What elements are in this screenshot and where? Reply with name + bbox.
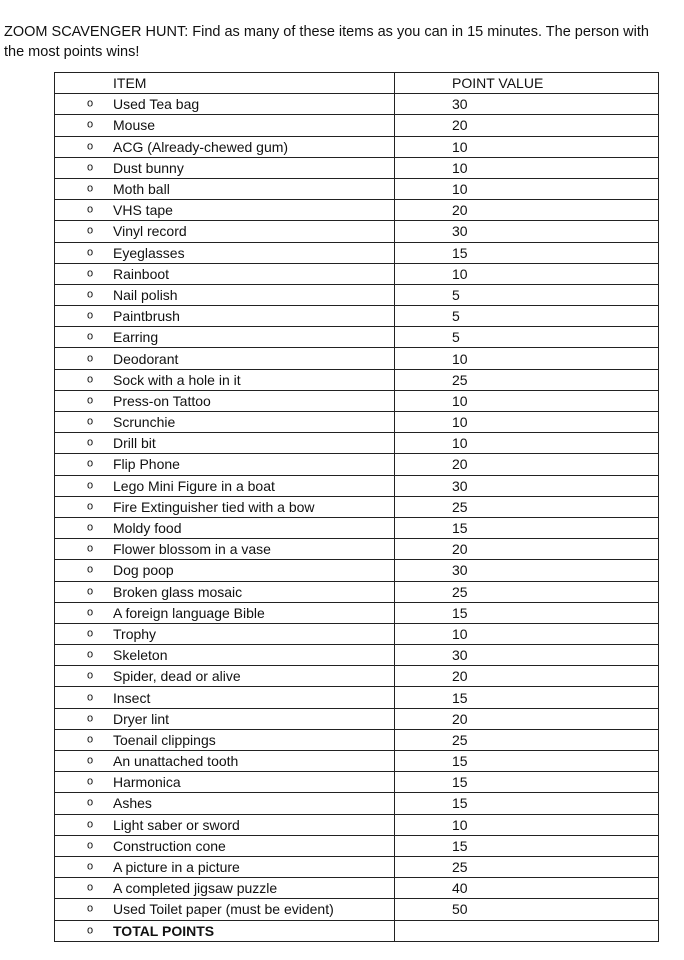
table-row xyxy=(55,772,659,793)
checkbox-bullet-icon: o xyxy=(87,712,94,725)
item-label: Insect xyxy=(113,689,151,706)
checkbox-bullet-icon: o xyxy=(87,860,94,873)
item-cell xyxy=(55,517,395,538)
item-cell xyxy=(55,178,395,199)
point-value-cell: 15 xyxy=(395,751,659,772)
point-value-cell: 20 xyxy=(395,454,659,475)
item-cell xyxy=(55,581,395,602)
table-row xyxy=(55,263,659,284)
item-label: Harmonica xyxy=(113,774,181,791)
item-cell xyxy=(55,602,395,623)
item-label: Eyeglasses xyxy=(113,244,185,261)
point-value-column-header: POINT VALUE xyxy=(395,73,659,94)
point-value-cell: 25 xyxy=(395,856,659,877)
point-value-cell: 5 xyxy=(395,306,659,327)
item-cell xyxy=(55,878,395,899)
item-label: Paintbrush xyxy=(113,308,180,325)
checkbox-bullet-icon: o xyxy=(87,521,94,534)
item-label: Earring xyxy=(113,329,159,346)
item-cell xyxy=(55,751,395,772)
point-value-cell: 10 xyxy=(395,348,659,369)
item-label: Scrunchie xyxy=(113,414,176,431)
checkbox-bullet-icon: o xyxy=(87,818,94,831)
item-label: Moldy food xyxy=(113,520,182,537)
point-value-cell: 10 xyxy=(395,157,659,178)
item-column-header: ITEM xyxy=(55,73,395,94)
checkbox-bullet-icon: o xyxy=(87,648,94,661)
table-row xyxy=(55,157,659,178)
item-cell xyxy=(55,94,395,115)
item-label: Toenail clippings xyxy=(113,731,216,748)
item-cell xyxy=(55,136,395,157)
point-value-cell: 15 xyxy=(395,687,659,708)
checkbox-bullet-icon: o xyxy=(87,500,94,513)
point-value-cell: 10 xyxy=(395,623,659,644)
total-points-value[interactable] xyxy=(395,920,659,941)
item-cell xyxy=(55,454,395,475)
table-row xyxy=(55,221,659,242)
item-cell xyxy=(55,856,395,877)
item-cell xyxy=(55,306,395,327)
item-label: Used Tea bag xyxy=(113,96,200,113)
table-row xyxy=(55,560,659,581)
point-value-cell: 10 xyxy=(395,263,659,284)
point-value-cell: 15 xyxy=(395,517,659,538)
checkbox-bullet-icon: o xyxy=(87,267,94,280)
checkbox-bullet-icon: o xyxy=(87,394,94,407)
point-value-cell: 15 xyxy=(395,242,659,263)
checkbox-bullet-icon: o xyxy=(87,902,94,915)
checkbox-bullet-icon: o xyxy=(87,775,94,788)
table-row xyxy=(55,136,659,157)
checkbox-bullet-icon: o xyxy=(87,796,94,809)
table-row xyxy=(55,412,659,433)
item-label: Broken glass mosaic xyxy=(113,583,243,600)
item-cell xyxy=(55,623,395,644)
table-row xyxy=(55,517,659,538)
item-label: Fire Extinguisher tied with a bow xyxy=(113,498,315,515)
item-label: ACG (Already-chewed gum) xyxy=(113,138,289,155)
item-label: Rainboot xyxy=(113,265,170,282)
item-cell xyxy=(55,263,395,284)
point-value-cell: 30 xyxy=(395,221,659,242)
checkbox-bullet-icon: o xyxy=(87,203,94,216)
checkbox-bullet-icon: o xyxy=(87,754,94,767)
point-value-cell: 10 xyxy=(395,390,659,411)
point-value-cell: 5 xyxy=(395,284,659,305)
table-row xyxy=(55,729,659,750)
point-value-cell: 10 xyxy=(395,814,659,835)
table-row xyxy=(55,708,659,729)
item-label: Trophy xyxy=(113,625,157,642)
item-cell xyxy=(55,221,395,242)
checkbox-bullet-icon: o xyxy=(87,479,94,492)
table-row xyxy=(55,793,659,814)
item-cell xyxy=(55,412,395,433)
table-row xyxy=(55,814,659,835)
checkbox-bullet-icon: o xyxy=(87,627,94,640)
item-cell xyxy=(55,496,395,517)
item-label: Deodorant xyxy=(113,350,179,367)
checkbox-bullet-icon: o xyxy=(87,415,94,428)
item-cell xyxy=(55,348,395,369)
item-cell xyxy=(55,560,395,581)
item-cell xyxy=(55,115,395,136)
total-points-label: TOTAL POINTS xyxy=(113,922,215,939)
item-cell xyxy=(55,433,395,454)
checkbox-bullet-icon: o xyxy=(87,563,94,576)
point-value-cell: 10 xyxy=(395,433,659,454)
item-cell xyxy=(55,687,395,708)
item-cell xyxy=(55,645,395,666)
item-cell xyxy=(55,814,395,835)
checkbox-bullet-icon: o xyxy=(87,542,94,555)
item-label: A foreign language Bible xyxy=(113,604,265,621)
item-label: A completed jigsaw puzzle xyxy=(113,880,278,897)
point-value-cell: 10 xyxy=(395,412,659,433)
checkbox-bullet-icon: o xyxy=(87,839,94,852)
table-row xyxy=(55,666,659,687)
point-value-cell: 40 xyxy=(395,878,659,899)
item-cell xyxy=(55,200,395,221)
point-value-cell: 15 xyxy=(395,835,659,856)
table-body xyxy=(55,94,659,942)
item-cell xyxy=(55,157,395,178)
checkbox-bullet-icon: o xyxy=(87,140,94,153)
checkbox-bullet-icon: o xyxy=(87,352,94,365)
point-value-cell: 50 xyxy=(395,899,659,920)
item-label: VHS tape xyxy=(113,202,173,219)
item-cell xyxy=(55,284,395,305)
checkbox-bullet-icon: o xyxy=(87,436,94,449)
checkbox-bullet-icon: o xyxy=(87,330,94,343)
point-value-cell: 25 xyxy=(395,729,659,750)
item-cell xyxy=(55,666,395,687)
table-row xyxy=(55,496,659,517)
checkbox-bullet-icon: o xyxy=(87,224,94,237)
item-cell xyxy=(55,708,395,729)
item-label: Light saber or sword xyxy=(113,816,240,833)
point-value-cell: 15 xyxy=(395,793,659,814)
item-label: Used Toilet paper (must be evident) xyxy=(113,901,334,918)
item-cell xyxy=(55,390,395,411)
item-cell xyxy=(55,729,395,750)
item-label: Lego Mini Figure in a boat xyxy=(113,477,275,494)
item-label: Sock with a hole in it xyxy=(113,371,241,388)
point-value-cell: 15 xyxy=(395,772,659,793)
checkbox-bullet-icon: o xyxy=(87,97,94,110)
table-row xyxy=(55,475,659,496)
point-value-cell: 25 xyxy=(395,496,659,517)
checkbox-bullet-icon: o xyxy=(87,733,94,746)
point-value-cell: 20 xyxy=(395,666,659,687)
checkbox-bullet-icon: o xyxy=(87,924,94,937)
header-row xyxy=(55,73,659,94)
item-label: Moth ball xyxy=(113,181,170,198)
checkbox-bullet-icon: o xyxy=(87,182,94,195)
item-cell xyxy=(55,475,395,496)
table-row xyxy=(55,200,659,221)
item-label: Vinyl record xyxy=(113,223,187,240)
table-row xyxy=(55,284,659,305)
intro-text: ZOOM SCAVENGER HUNT: Find as many of these items as you can in 15 minutes. The person with the most points wins! xyxy=(4,24,649,60)
point-value-cell: 10 xyxy=(395,136,659,157)
scavenger-hunt-table xyxy=(54,72,659,942)
table-row xyxy=(55,454,659,475)
item-label: Nail polish xyxy=(113,286,178,303)
table-row xyxy=(55,899,659,920)
total-label-cell xyxy=(55,920,395,941)
point-value-cell: 20 xyxy=(395,539,659,560)
checkbox-bullet-icon: o xyxy=(87,606,94,619)
checkbox-bullet-icon: o xyxy=(87,118,94,131)
checkbox-bullet-icon: o xyxy=(87,373,94,386)
item-cell xyxy=(55,899,395,920)
table-row xyxy=(55,94,659,115)
item-label: Drill bit xyxy=(113,435,156,452)
item-cell xyxy=(55,369,395,390)
item-cell xyxy=(55,772,395,793)
point-value-cell: 30 xyxy=(395,94,659,115)
checkbox-bullet-icon: o xyxy=(87,881,94,894)
point-value-cell: 20 xyxy=(395,200,659,221)
table-row xyxy=(55,242,659,263)
table-row xyxy=(55,645,659,666)
total-row xyxy=(55,920,659,941)
item-label: Dryer lint xyxy=(113,710,170,727)
table-row xyxy=(55,306,659,327)
checkbox-bullet-icon: o xyxy=(87,669,94,682)
table-row xyxy=(55,539,659,560)
point-value-cell: 20 xyxy=(395,115,659,136)
table-row xyxy=(55,687,659,708)
checkbox-bullet-icon: o xyxy=(87,161,94,174)
item-label: Dust bunny xyxy=(113,159,184,176)
item-label: Ashes xyxy=(113,795,152,812)
table-row xyxy=(55,856,659,877)
point-value-cell: 30 xyxy=(395,560,659,581)
table-row xyxy=(55,178,659,199)
item-cell xyxy=(55,835,395,856)
item-cell xyxy=(55,242,395,263)
checkbox-bullet-icon: o xyxy=(87,288,94,301)
checkbox-bullet-icon: o xyxy=(87,457,94,470)
table-row xyxy=(55,348,659,369)
point-value-cell: 20 xyxy=(395,708,659,729)
item-label: A picture in a picture xyxy=(113,859,240,876)
checkbox-bullet-icon: o xyxy=(87,246,94,259)
table-row xyxy=(55,602,659,623)
item-label: Flip Phone xyxy=(113,456,180,473)
table-row xyxy=(55,581,659,602)
point-value-cell: 25 xyxy=(395,369,659,390)
item-label: Dog poop xyxy=(113,562,174,579)
item-label: Flower blossom in a vase xyxy=(113,541,271,558)
table-row xyxy=(55,751,659,772)
item-label: Construction cone xyxy=(113,837,226,854)
item-cell xyxy=(55,793,395,814)
table-row xyxy=(55,115,659,136)
point-value-cell: 5 xyxy=(395,327,659,348)
checkbox-bullet-icon: o xyxy=(87,585,94,598)
table-row xyxy=(55,327,659,348)
point-value-cell: 25 xyxy=(395,581,659,602)
point-value-cell: 10 xyxy=(395,178,659,199)
table-row xyxy=(55,390,659,411)
point-value-cell: 30 xyxy=(395,645,659,666)
item-cell xyxy=(55,327,395,348)
item-label: An unattached tooth xyxy=(113,753,239,770)
table-row xyxy=(55,433,659,454)
point-value-cell: 30 xyxy=(395,475,659,496)
table-row xyxy=(55,623,659,644)
table-row xyxy=(55,878,659,899)
item-label: Skeleton xyxy=(113,647,168,664)
item-cell xyxy=(55,539,395,560)
table-row xyxy=(55,369,659,390)
item-label: Spider, dead or alive xyxy=(113,668,241,685)
checkbox-bullet-icon: o xyxy=(87,691,94,704)
item-label: Press-on Tattoo xyxy=(113,392,211,409)
checkbox-bullet-icon: o xyxy=(87,309,94,322)
point-value-cell: 15 xyxy=(395,602,659,623)
table-row xyxy=(55,835,659,856)
item-label: Mouse xyxy=(113,117,156,134)
